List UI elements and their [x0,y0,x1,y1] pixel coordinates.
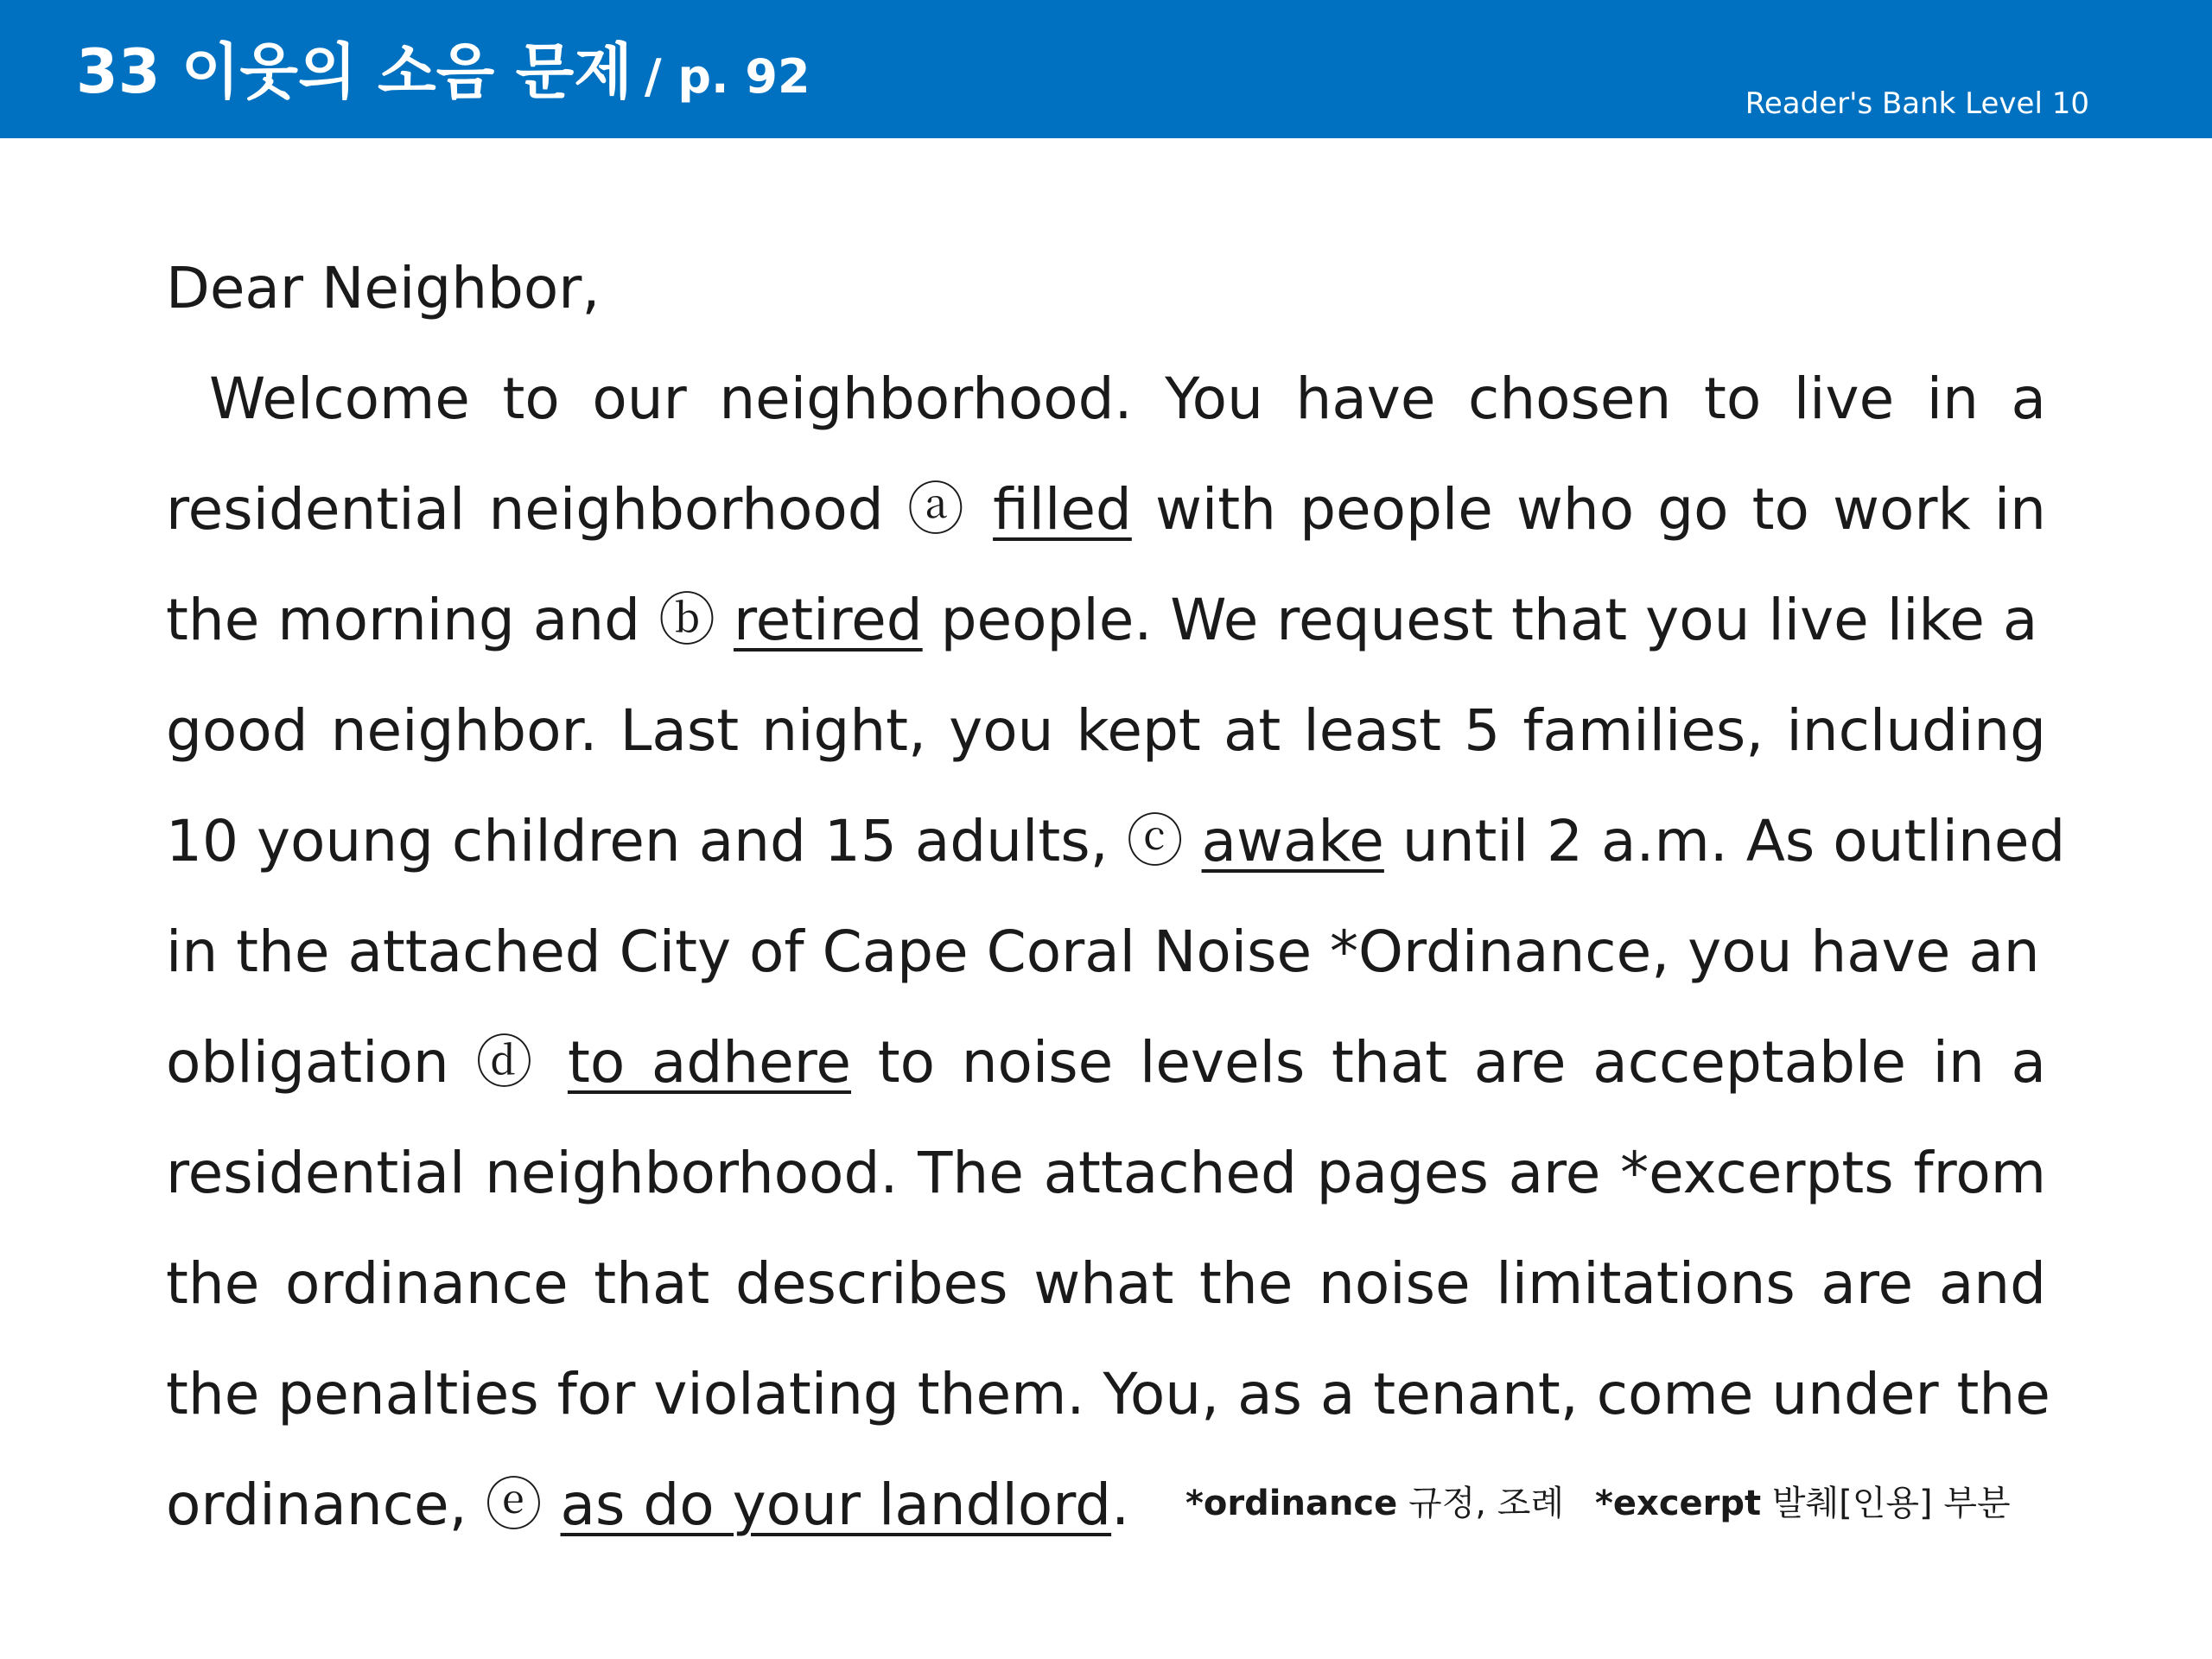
letter-line [166,897,2046,1007]
question-marker: ⓑ [658,587,715,653]
underlined-phrase: filled [993,476,1132,543]
underlined-phrase: awake [1201,808,1384,874]
footnote-meaning-ordinance: 규정, 조례 [1408,1484,1564,1523]
letter-line [166,1339,2050,1450]
letter-text [543,1471,561,1538]
letter-text: in the attached City of Cape Coral Noise *Ordinance, you have an [166,918,2040,985]
footnotes [1185,1478,2011,1529]
letter-line [166,344,2046,454]
letter-text [969,476,993,543]
letter-text [1184,808,1202,874]
letter-text: the ordinance that describes what the noise limitations are and [166,1250,2046,1317]
footnote-meaning-excerpt: 발췌[인용] 부분 [1771,1484,2011,1523]
book-series-label: Reader's Bank Level 10 [1745,86,2089,121]
letter-body [166,233,2066,1560]
letter-text: the penalties for violating them. You, as a tenant, come under the [166,1361,2050,1427]
letter-text: people. We request that you live like a [922,587,2038,653]
underlined-phrase: to adhere [567,1029,851,1096]
footnote-term-excerpt: *excerpt [1594,1484,1762,1523]
page-reference: / p. 92 [644,49,810,104]
footnote-term-ordinance: *ordinance [1185,1484,1398,1523]
letter-line [166,786,2066,897]
letter-text: 10 young children and 15 adults, [166,808,1127,874]
salutation: Dear Neighbor, [166,255,601,321]
underlined-phrase: retired [733,587,923,653]
lesson-title [76,33,810,116]
letter-text [715,587,734,653]
header-bar [0,0,2212,138]
lesson-title-text: 33 이웃의 소음 문제 [76,36,632,107]
letter-text [541,1029,568,1096]
letter-text: to noise levels that are acceptable in a [851,1029,2047,1096]
letter-line [166,565,2046,676]
question-marker: ⓓ [475,1029,542,1096]
letter-text: until 2 a.m. As outlined [1383,808,2066,874]
question-marker: ⓔ [485,1471,543,1538]
letter-text: ordinance, [166,1471,486,1538]
letter-text: obligation [166,1029,476,1096]
underlined-phrase: as do your landlord [560,1471,1112,1538]
letter-line [166,676,2046,786]
letter-paragraph [166,344,2066,1560]
letter-line [166,1118,2046,1229]
question-marker: ⓒ [1126,808,1184,874]
letter-text: residential neighborhood [166,476,907,543]
letter-text: with people who go to work in [1131,476,2047,543]
letter-line [166,1007,2046,1118]
letter-line [166,454,2046,565]
letter-text: . [1111,1471,1130,1538]
letter-text: residential neighborhood. The attached pages are *excerpts from [166,1140,2046,1206]
letter-text: Welcome to our neighborhood. You have chosen to live in a [209,365,2046,432]
letter-text: the morning and [166,587,658,653]
letter-text: good neighbor. Last night, you kept at least 5 families, including [166,697,2046,764]
question-marker: ⓐ [906,476,969,543]
letter-line [166,1229,2046,1339]
